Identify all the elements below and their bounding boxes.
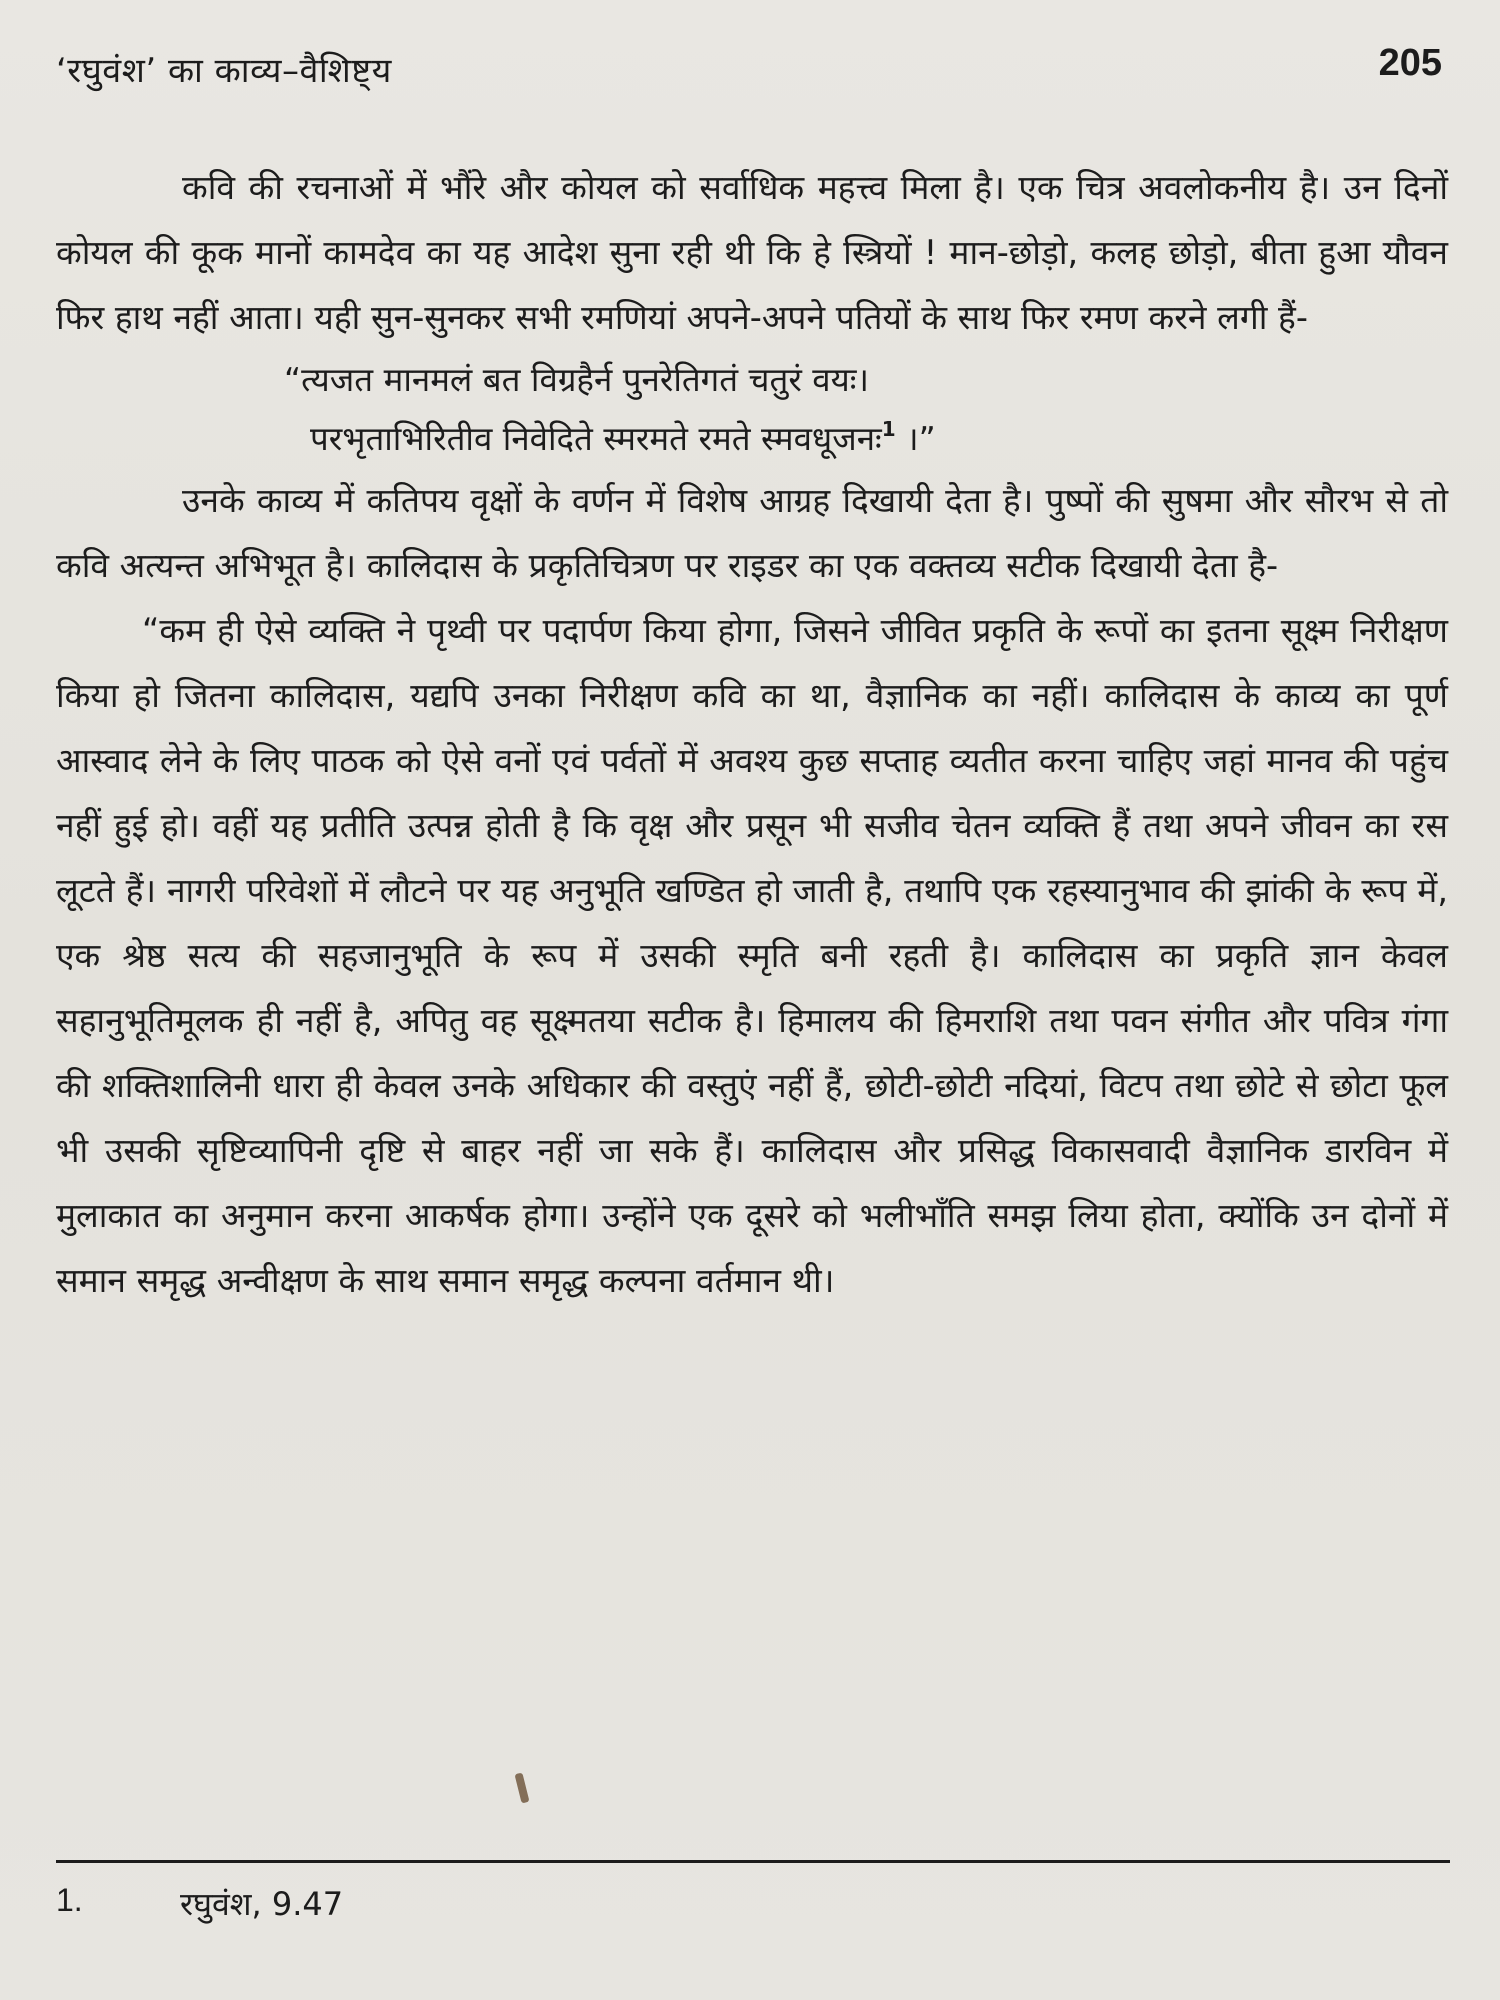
footnote-marker: 1 [881, 417, 896, 441]
paragraph-1: कवि की रचनाओं में भौंरे और कोयल को सर्वाधिक महत्त्व मिला है। एक चित्र अवलोकनीय है। उन दिनों कोयल की कूक मानों कामदेव का यह आदेश सुना रही थी कि हे स्त्रियों ! मान-छोड़ो, कलह छोड़ो, बीता हुआ यौवन फिर हाथ नहीं आता। यही सुन-सुनकर सभी रमणियां अपने-अपने पतियों के साथ फिर रमण करने लगी हैं- [56, 168, 1448, 337]
running-title: ‘रघुवंश’ का काव्य–वैशिष्ट्य [56, 51, 392, 91]
block-quote: “कम ही ऐसे व्यक्ति ने पृथ्वी पर पदार्पण किया होगा, जिसने जीवित प्रकृति के रूपों का इतना सूक्ष्म निरीक्षण किया हो जितना कालिदास, यद्यपि उनका निरीक्षण कवि का था, वैज्ञानिक का नहीं। कालिदास के काव्य का पूर्ण आस्वाद लेने के लिए पाठक को ऐसे वनों एवं पर्वतों में अवश्य कुछ सप्ताह व्यतीत करना चाहिए जहां मानव की पहुंच नहीं हुई हो। वहीं यह प्रतीति उत्पन्न होती है कि वृक्ष और प्रसून भी सजीव चेतन व्यक्ति हैं तथा अपने जीवन का रस लूटते हैं। नागरी परिवेशों में लौटने पर यह अनुभूति खण्डित हो जाती है, तथापि एक रहस्यानुभाव की झांकी के रूप में, एक श्रेष्ठ सत्य की सहजानुभूति के रूप में उसकी स्मृति बनी रहती है। कालिदास का प्रकृति ज्ञान केवल सहानुभूतिमूलक ही नहीं है, अपितु वह सूक्ष्मतया सटीक है। हिमालय की हिमराशि तथा पवन संगीत और पवित्र गंगा की शक्तिशालिनी धारा ही केवल उनके अधिकार की वस्तुएं नहीं हैं, छोटी-छोटी नदियां, विटप तथा छोटे से छोटा फूल भी उसकी सृष्टिव्यापिनी दृष्टि से बाहर नहीं जा सके हैं। कालिदास और प्रसिद्ध विकासवादी वैज्ञानिक डारविन में मुलाकात का अनुमान करना आकर्षक होगा। उन्होंने एक दूसरे को भलीभाँति समझ लिया होता, क्योंकि उन दोनों में समान समृद्ध अन्वीक्षण के साथ समान समृद्ध कल्पना वर्तमान थी। [56, 611, 1448, 1300]
footnote-text: रघुवंश, 9.47 [180, 1885, 344, 1923]
verse-line-1: “त्यजत मानमलं बत विग्रहैर्न पुनरेतिगतं चतुरं वयः। [284, 360, 869, 399]
sanskrit-verse [56, 350, 1448, 468]
verse-line-2 [310, 409, 1448, 468]
ink-blemish [514, 1772, 529, 1803]
paragraph-2: उनके काव्य में कतिपय वृक्षों के वर्णन में विशेष आग्रह दिखायी देता है। पुष्पों की सुषमा और सौरभ से तो कवि अत्यन्त अभिभूत है। कालिदास के प्रकृतिचित्रण पर राइडर का एक वक्तव्य सटीक दिखायी देता है- [56, 481, 1448, 585]
running-header [56, 38, 1442, 98]
page-number: 205 [1378, 42, 1442, 84]
footnote-divider [56, 1860, 1450, 1863]
verse-line-2-text: परभृताभिरितीव निवेदिते स्मरमते रमते स्मवधूजनः [310, 419, 882, 458]
body-text [56, 155, 1448, 1313]
footnote-number: 1. [56, 1882, 83, 1918]
verse-line-2-end: ।” [895, 419, 936, 458]
